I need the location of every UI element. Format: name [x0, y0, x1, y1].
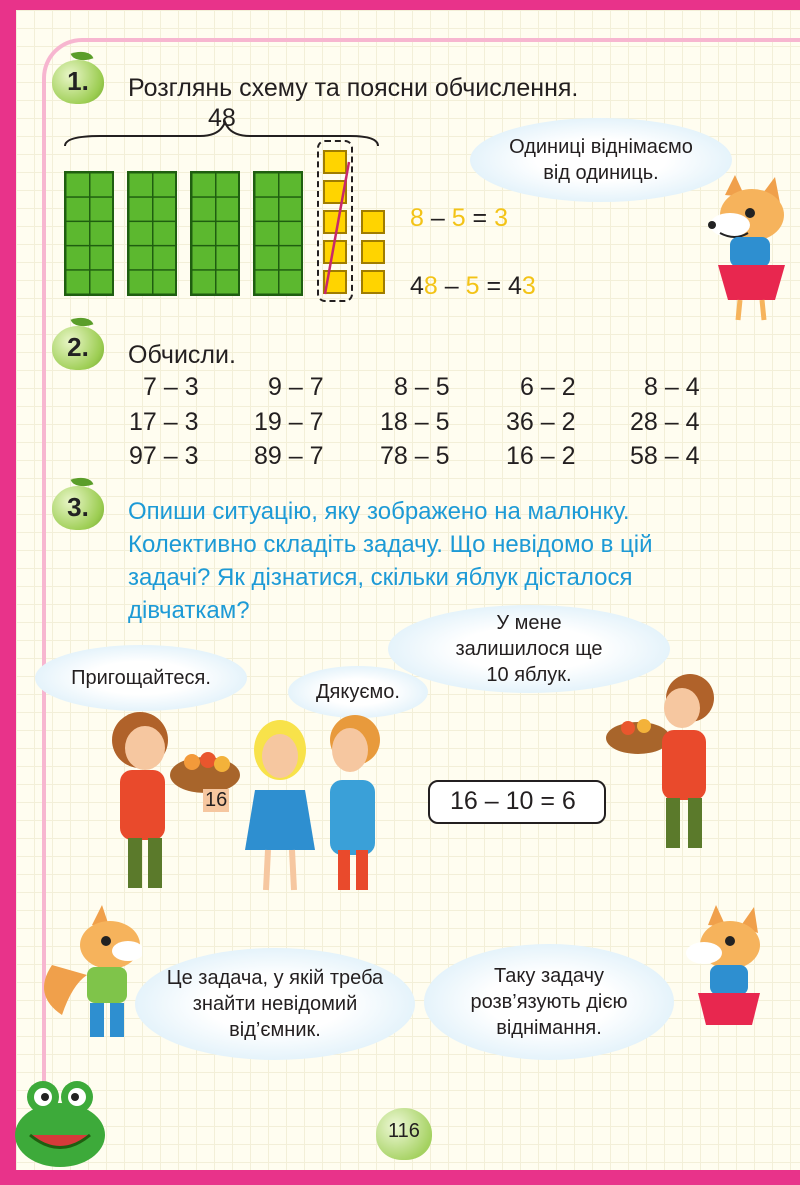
bubble-treat: Пригощайтеся. — [35, 645, 247, 711]
equation-full: 48 – 5 = 43 — [410, 272, 536, 300]
frog-illustration — [5, 1075, 115, 1175]
exercise-cell: 28 – 4 — [630, 408, 700, 436]
exercise-cell: 89 – 7 — [254, 442, 324, 470]
bubble-units: Одиниці віднімаємо від одиниць. — [470, 118, 732, 202]
bubble-fox-boy: Це задача, у якій треба знайти невідомий від’ємник. — [135, 948, 415, 1060]
exercise-cell: 36 – 2 — [506, 408, 576, 436]
exercise-cell: 19 – 7 — [254, 408, 324, 436]
bubble-apples-left: У мене залишилося ще 10 яблук. — [388, 605, 670, 693]
task-3-line: дівчаткам? — [128, 597, 250, 624]
task-1-title: Розглянь схему та поясни обчислення. — [128, 74, 579, 102]
exercise-cell: 97 – 3 — [129, 442, 199, 470]
unit-cube — [361, 240, 385, 264]
task-2-number: 2. — [67, 332, 89, 362]
exercise-cell: 9 – 7 — [268, 373, 324, 401]
children-illustration — [100, 700, 400, 900]
fox-girl-illustration — [668, 905, 778, 1045]
task-2-apple-icon — [52, 318, 104, 368]
ten-block-1 — [64, 171, 114, 296]
equation-answer: 16 – 10 = 6 — [450, 787, 576, 815]
boy-illustration — [600, 668, 730, 858]
page-number-badge — [376, 1100, 432, 1160]
task-2-title: Обчисли. — [128, 341, 236, 369]
exercise-cell: 16 – 2 — [506, 442, 576, 470]
task-1-apple-icon — [52, 52, 104, 102]
ten-block-2 — [127, 171, 177, 296]
exercise-cell: 8 – 4 — [644, 373, 700, 401]
task-1-number: 1. — [67, 66, 89, 96]
task-3-line: задачі? Як дізнатися, скільки яблук дісталося — [128, 564, 633, 591]
task-3-number: 3. — [67, 492, 89, 522]
exercise-cell: 7 – 3 — [143, 373, 199, 401]
equation-units: 8 – 5 = 3 — [410, 204, 509, 232]
strike-line — [317, 140, 357, 302]
ten-block-3 — [190, 171, 240, 296]
exercise-cell: 8 – 5 — [394, 373, 450, 401]
bubble-fox-girl: Таку задачу розв’язують дією віднімання. — [424, 944, 674, 1060]
exercise-cell: 18 – 5 — [380, 408, 450, 436]
basket-label: 16 — [205, 789, 228, 811]
task-3-line: Опиши ситуацію, яку зображено на малюнку. — [128, 498, 630, 525]
exercise-cell: 58 – 4 — [630, 442, 700, 470]
bubble-thanks: Дякуємо. — [288, 666, 428, 718]
fox-illustration — [690, 175, 800, 325]
unit-cube — [361, 270, 385, 294]
exercise-cell: 78 – 5 — [380, 442, 450, 470]
exercise-cell: 6 – 2 — [520, 373, 576, 401]
task-3-apple-icon — [52, 478, 104, 528]
fox-boy-illustration — [32, 905, 142, 1045]
brace-label: 48 — [208, 104, 236, 132]
unit-cube — [361, 210, 385, 234]
task-3-line: Колективно складіть задачу. Що невідомо в цій — [128, 531, 653, 558]
page-number: 116 — [388, 1120, 420, 1142]
ten-block-4 — [253, 171, 303, 296]
exercise-cell: 17 – 3 — [129, 408, 199, 436]
